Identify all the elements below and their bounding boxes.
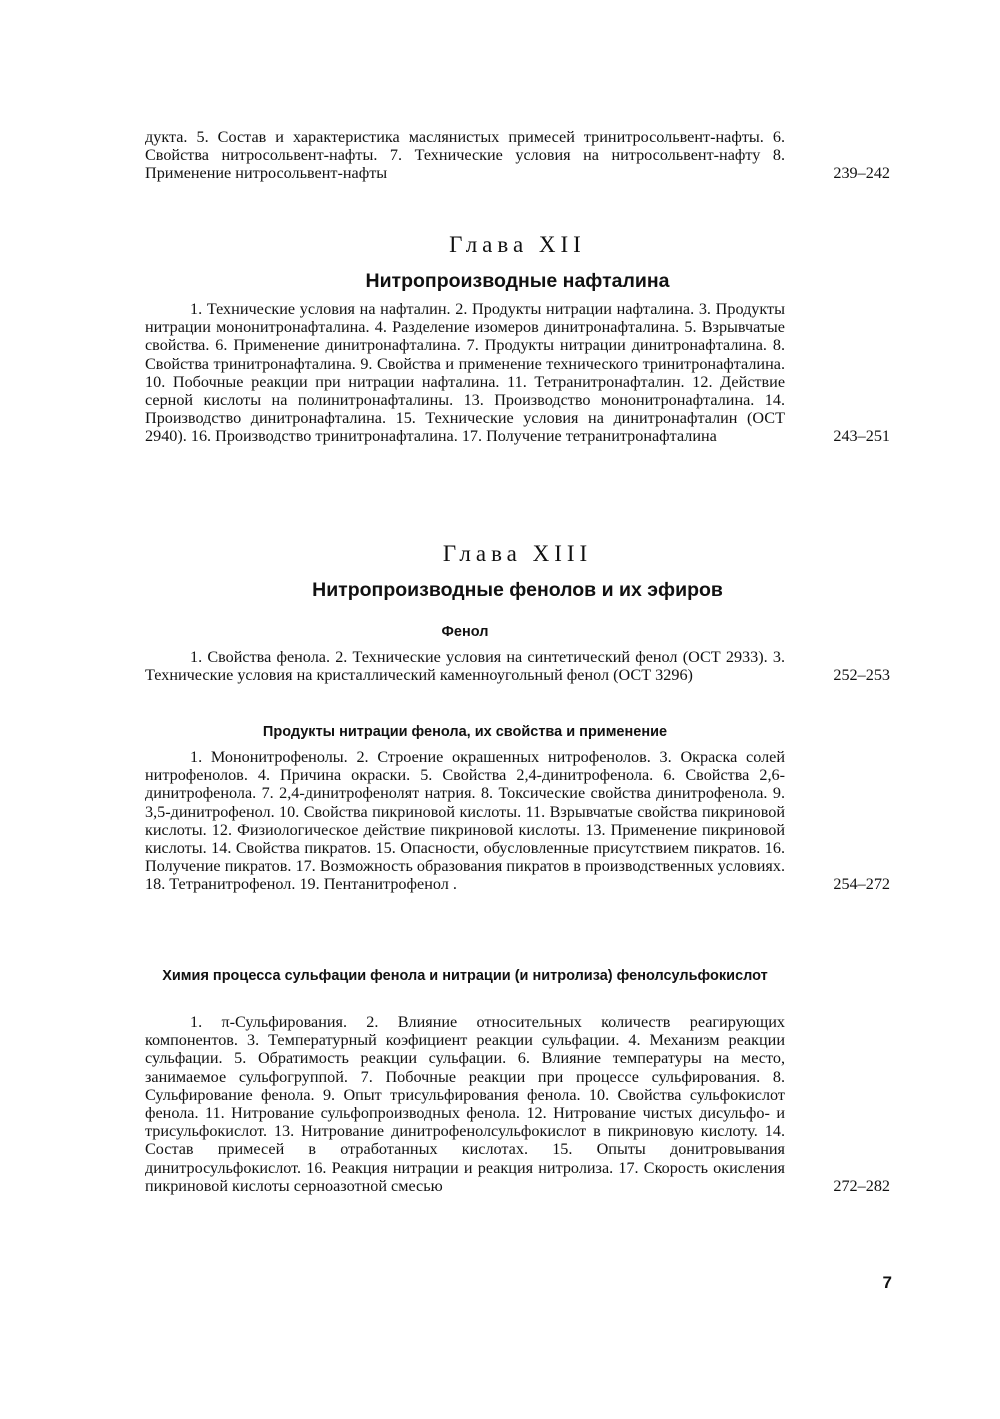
toc-entry-text: 1. Технические условия на нафталин. 2. Продукты нитрации нафталина. 3. Продукты нитрации мононитронафталина. 4. Разделение изомеров динитронафталина. 5. Взрывчатые свойства. 6. Применение динитронафталина. 7. Продукты нитрации динитронафталина. 8. Свойства тринитронафталина. 9. Свойства и применение технического тринитронафталина. 10. Побочные реакции при нитрации нафталина. 11. Тетранитронафталин. 12. Действие серной кислоты на полинитронафталины. 13. Производство мононитронафталина. 14. Производство динитронафталина. 15. Технические условия на динитронафталин (ОСТ 2940). 16. Производство тринитронафталина. 17. Получение тетранитронафталина <box>145 300 785 446</box>
section-heading: Продукты нитрации фенола, их свойства и применение <box>262 724 668 740</box>
toc-entry-pages: 254–272 <box>833 875 890 894</box>
toc-entry-pages: 272–282 <box>833 1176 890 1195</box>
toc-entry <box>145 300 890 446</box>
toc-entry-pages: 252–253 <box>833 666 890 685</box>
toc-entry <box>145 748 890 894</box>
toc-entry-text: 1. Свойства фенола. 2. Технические условия на синтетический фенол (ОСТ 2933). 3. Технические условия на кристаллический каменноугольный фенол (ОСТ 3296) <box>145 648 785 685</box>
chapter-label: Глава XII <box>449 232 586 257</box>
chapter-title: Нитропроизводные фенолов и их эфиров <box>312 579 723 601</box>
toc-entry <box>145 1013 890 1195</box>
section-heading: Химия процесса сульфации фенола и нитрации (и нитролиза) фенолсульфокислот <box>162 968 768 984</box>
toc-entry-pages: 243–251 <box>833 427 890 446</box>
toc-entry <box>145 648 890 684</box>
section-heading: Фенол <box>441 624 489 640</box>
toc-entry-text: дукта. 5. Состав и характеристика маслянистых примесей тринитросольвент-нафты. 6. Свойства нитросольвент-нафты. 7. Технические условия на нитросольвент-нафту 8. Применение нитросольвент-нафты <box>145 128 785 183</box>
toc-entry-text: 1. π-Сульфирования. 2. Влияние относительных количеств реагирующих компонентов. 3. Температурный коэфициент реакции сульфации. 4. Механизм реакции сульфации. 5. Обратимость реакции сульфации. 6. Влияние температуры на место, занимаемое сульфогруппой. 7. Побочные реакции при процессе сульфирования. 8. Сульфирование фенола. 9. Опыт трисульфирования фенола. 10. Свойства сульфокислот фенола. 11. Нитрование сульфопроизводных фенола. 12. Нитрование чистых дисульфо- и трисульфокислот. 13. Нитрование динитрофенолсульфокислот в пикриновую кислоту. 14. Состав примесей в отработанных кислотах. 15. Опыты донитровывания динитросульфокислот. 16. Реакция нитрации и реакция нитролиза. 17. Скорость окисления пикриновой кислоты серноазотной смесью <box>145 1013 785 1195</box>
chapter-title: Нитропроизводные нафталина <box>365 270 670 292</box>
toc-entry-text: 1. Мононитрофенолы. 2. Строение окрашенных нитрофенолов. 3. Окраска солей нитрофенолов. 4. Причина окраски. 5. Свойства 2,4-динитрофенола. 6. Свойства 2,6-динитрофенола. 7. 2,4-динитрофенолят натрия. 8. Токсические свойства динитрофенола. 9. 3,5-динитрофенол. 10. Свойства пикриновой кислоты. 11. Взрывчатые свойства пикриновой кислоты. 12. Физиологическое действие пикриновой кислоты. 13. Применение пикриновой кислоты. 14. Свойства пикратов. 15. Опасности, обусловленные присутствием пикратов. 16. Получение пикратов. 17. Возможность образования пикратов в производственных условиях. 18. Тетранитрофенол. 19. Пентанитрофенол . <box>145 748 785 894</box>
toc-entry-pages: 239–242 <box>833 164 890 183</box>
toc-entry <box>145 128 890 183</box>
chapter-label: Глава XIII <box>442 541 593 566</box>
page-number: 7 <box>882 1273 892 1292</box>
